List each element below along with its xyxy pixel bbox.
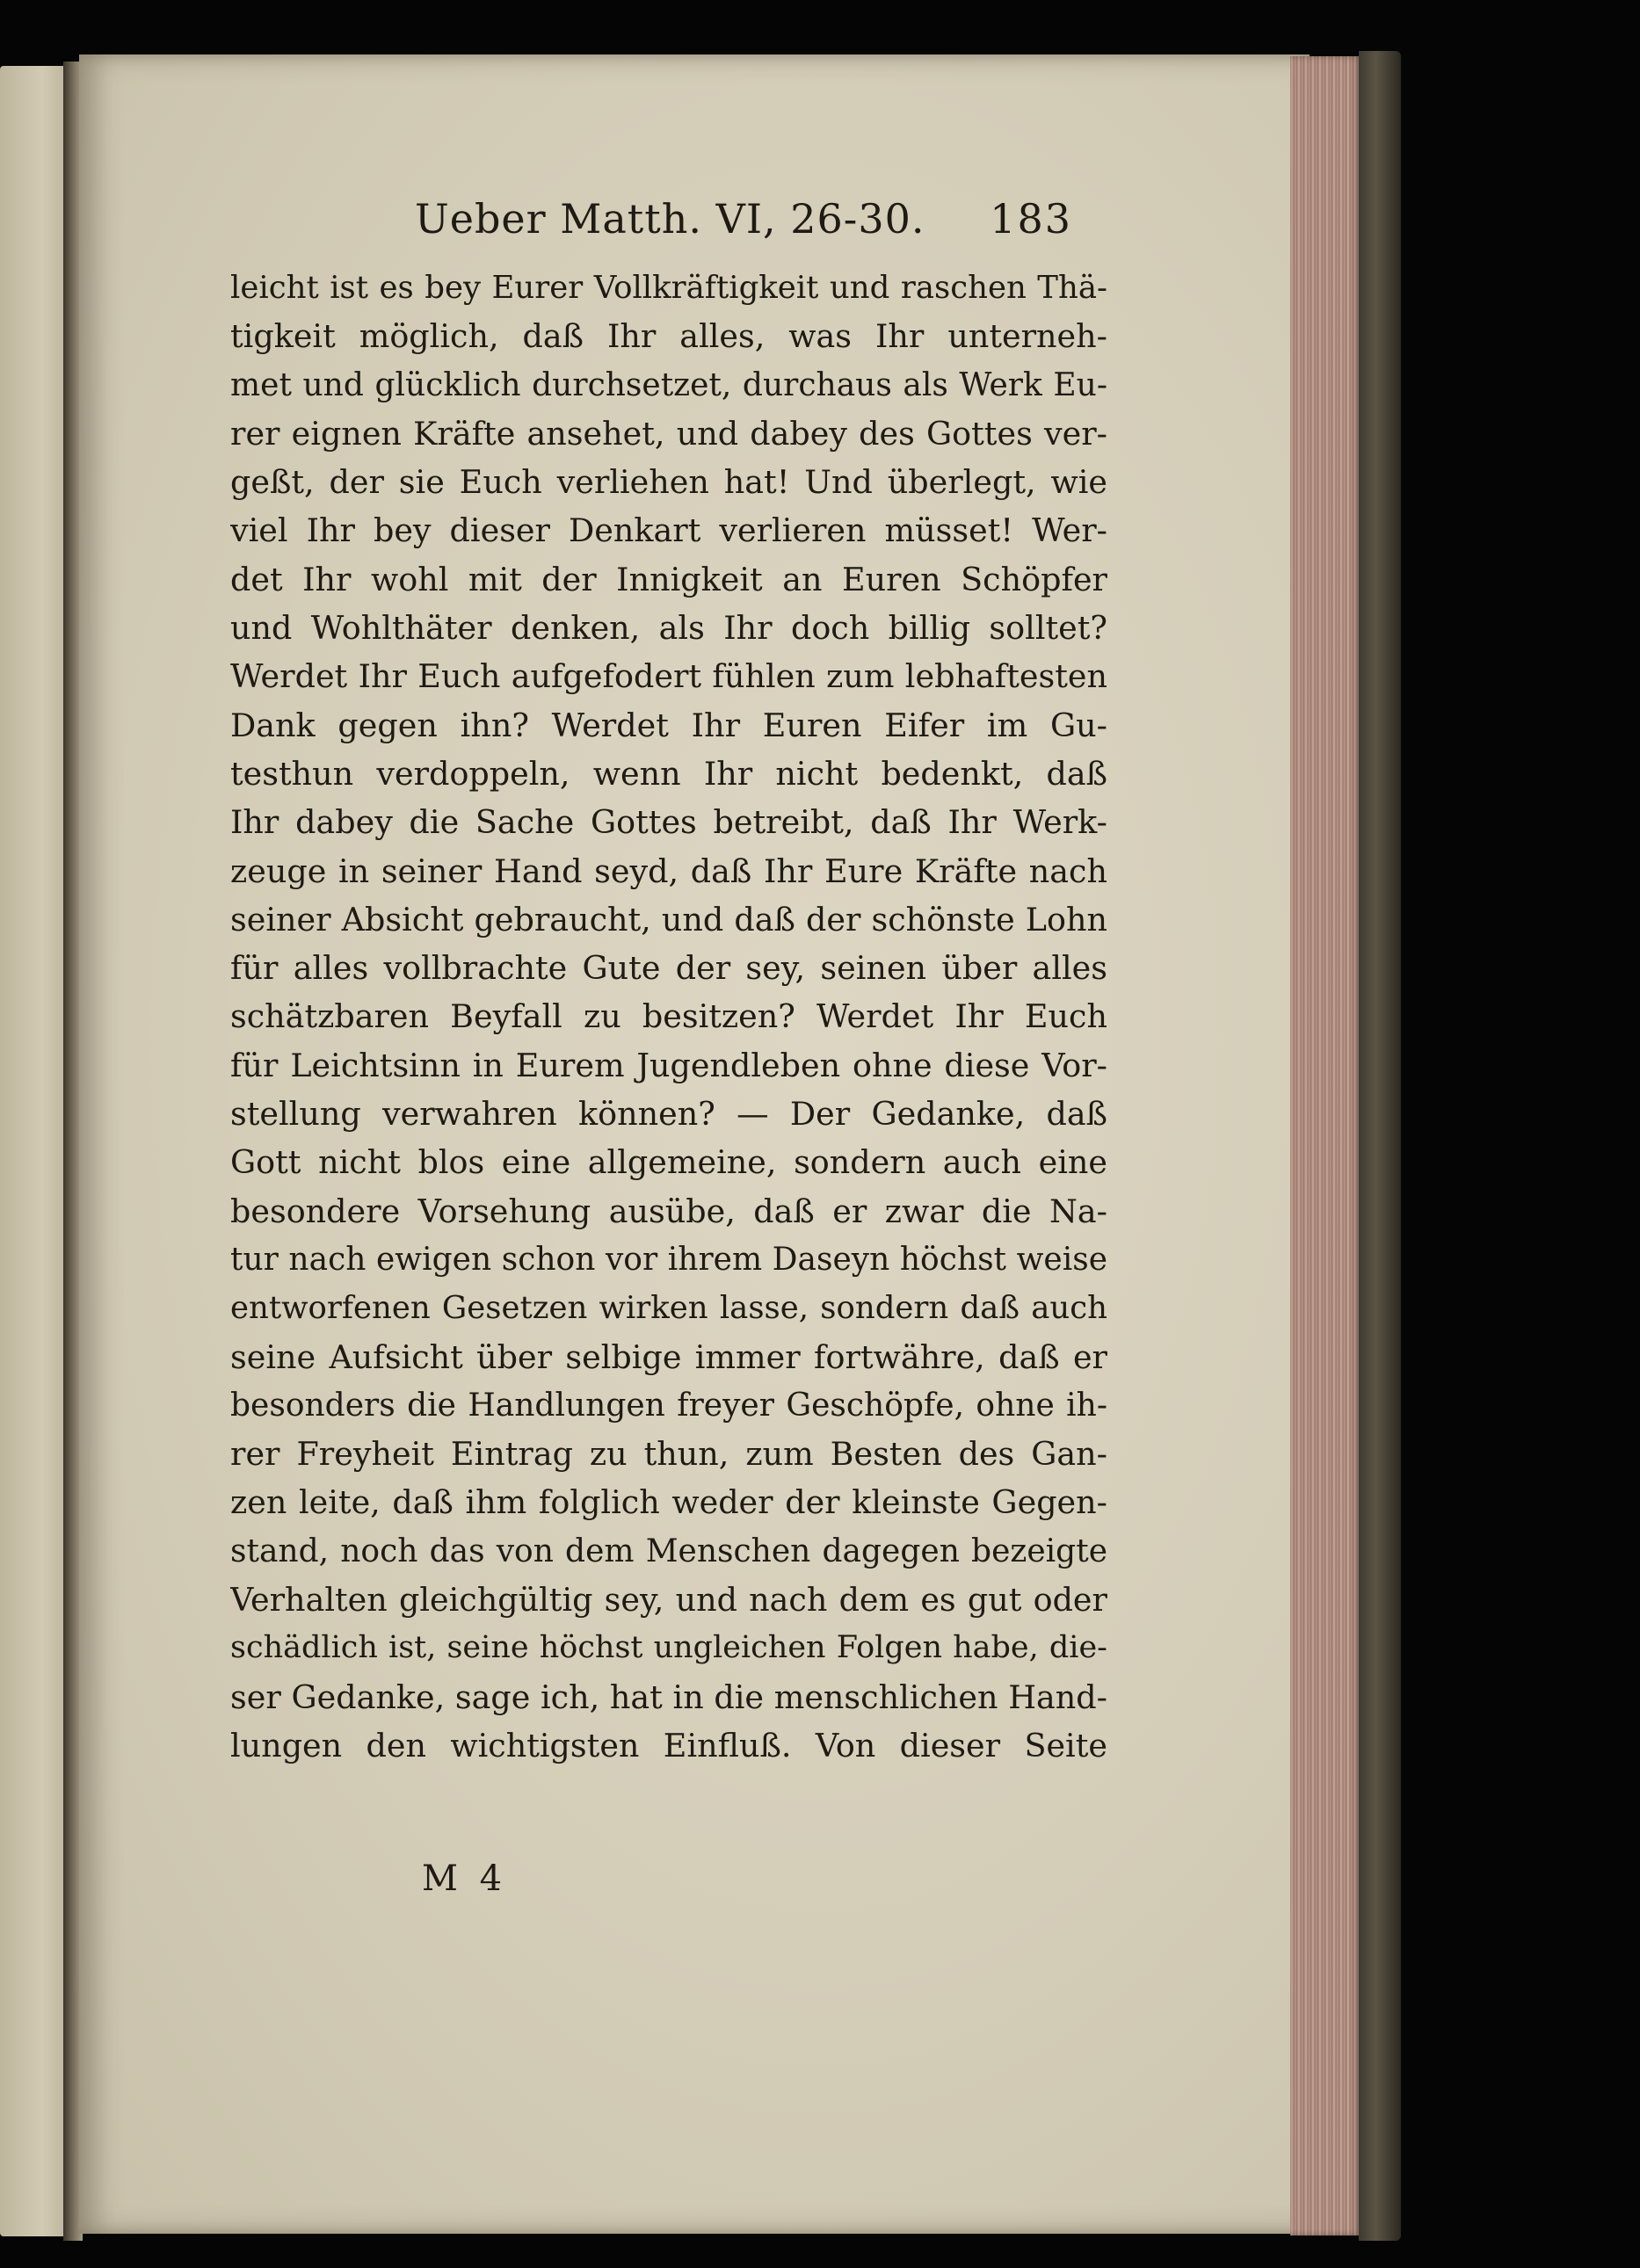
text-line: tigkeit möglich, daß Ihr alles, was Ihr unterneh- bbox=[230, 317, 1107, 356]
text-line: testhun verdoppeln, wenn Ihr nicht bedenkt, daß bbox=[230, 754, 1107, 793]
text-line: viel Ihr bey dieser Denkart verlieren müsset! Wer- bbox=[230, 511, 1107, 550]
text-line: entworfenen Gesetzen wirken lasse, sondern daß auch bbox=[230, 1290, 1107, 1327]
previous-page-edge bbox=[0, 66, 70, 2236]
text-line: rer eignen Kräfte ansehet, und dabey des Gottes ver- bbox=[230, 414, 1107, 453]
text-line: zen leite, daß ihm folglich weder der kleinste Gegen- bbox=[230, 1483, 1107, 1522]
text-line: geßt, der sie Euch verliehen hat! Und überlegt, wie bbox=[230, 463, 1107, 502]
text-line: tur nach ewigen schon vor ihrem Daseyn höchst weise bbox=[230, 1241, 1107, 1278]
text-line: besondere Vorsehung ausübe, daß er zwar die Na- bbox=[230, 1192, 1107, 1230]
text-line: Ihr dabey die Sache Gottes betreibt, daß Ihr Werk- bbox=[230, 803, 1107, 842]
text-line: ser Gedanke, sage ich, hat in die menschlichen Hand- bbox=[230, 1677, 1107, 1716]
page-text-block bbox=[230, 195, 1107, 1770]
running-head: Ueber Matth. VI, 26-30. bbox=[415, 195, 925, 243]
signature-mark: M 4 bbox=[422, 1859, 508, 1899]
text-line: seiner Absicht gebraucht, und daß der schönste Lohn bbox=[230, 900, 1107, 938]
page-number: 183 bbox=[990, 195, 1072, 243]
text-line: Gott nicht blos eine allgemeine, sondern auch eine bbox=[230, 1143, 1107, 1182]
text-line: Dank gegen ihn? Werdet Ihr Euren Eifer im Gu- bbox=[230, 706, 1107, 744]
text-line: rer Freyheit Eintrag zu thun, zum Besten des Gan- bbox=[230, 1435, 1107, 1474]
text-line: leicht ist es bey Eurer Vollkräftigkeit und raschen Thä- bbox=[230, 270, 1107, 306]
text-line: stellung verwahren können? — Der Gedanke, daß bbox=[230, 1095, 1107, 1134]
text-line: für alles vollbrachte Gute der sey, seinen über alles bbox=[230, 949, 1107, 988]
text-line: und Wohlthäter denken, als Ihr doch billig solltet? bbox=[230, 609, 1107, 648]
text-line: zeuge in seiner Hand seyd, daß Ihr Eure Kräfte nach bbox=[230, 851, 1107, 890]
text-line: det Ihr wohl mit der Innigkeit an Euren Schöpfer bbox=[230, 560, 1107, 598]
text-line: schädlich ist, seine höchst ungleichen Folgen habe, die- bbox=[230, 1630, 1107, 1666]
text-line: seine Aufsicht über selbige immer fortwähre, daß er bbox=[230, 1337, 1107, 1376]
text-line: für Leichtsinn in Eurem Jugendleben ohne diese Vor- bbox=[230, 1046, 1107, 1084]
book-cover-edge bbox=[1359, 51, 1401, 2241]
text-line: stand, noch das von dem Menschen dagegen bezeigte bbox=[230, 1533, 1107, 1569]
text-line: Werdet Ihr Euch aufgefodert fühlen zum lebhaftesten bbox=[230, 657, 1107, 696]
text-line: met und glücklich durchsetzet, durchaus als Werk Eu- bbox=[230, 366, 1107, 403]
page-header bbox=[230, 195, 1107, 257]
text-line: lungen den wichtigsten Einfluß. Von dieser Seite bbox=[230, 1726, 1107, 1764]
text-line: schätzbaren Beyfall zu besitzen? Werdet Ihr Euch bbox=[230, 997, 1107, 1036]
body-text bbox=[230, 264, 1107, 1770]
text-line: Verhalten gleichgültig sey, und nach dem es gut oder bbox=[230, 1581, 1107, 1619]
text-line: besonders die Handlungen freyer Geschöpfe, ohne ih- bbox=[230, 1387, 1107, 1424]
page-edges bbox=[1290, 56, 1361, 2235]
